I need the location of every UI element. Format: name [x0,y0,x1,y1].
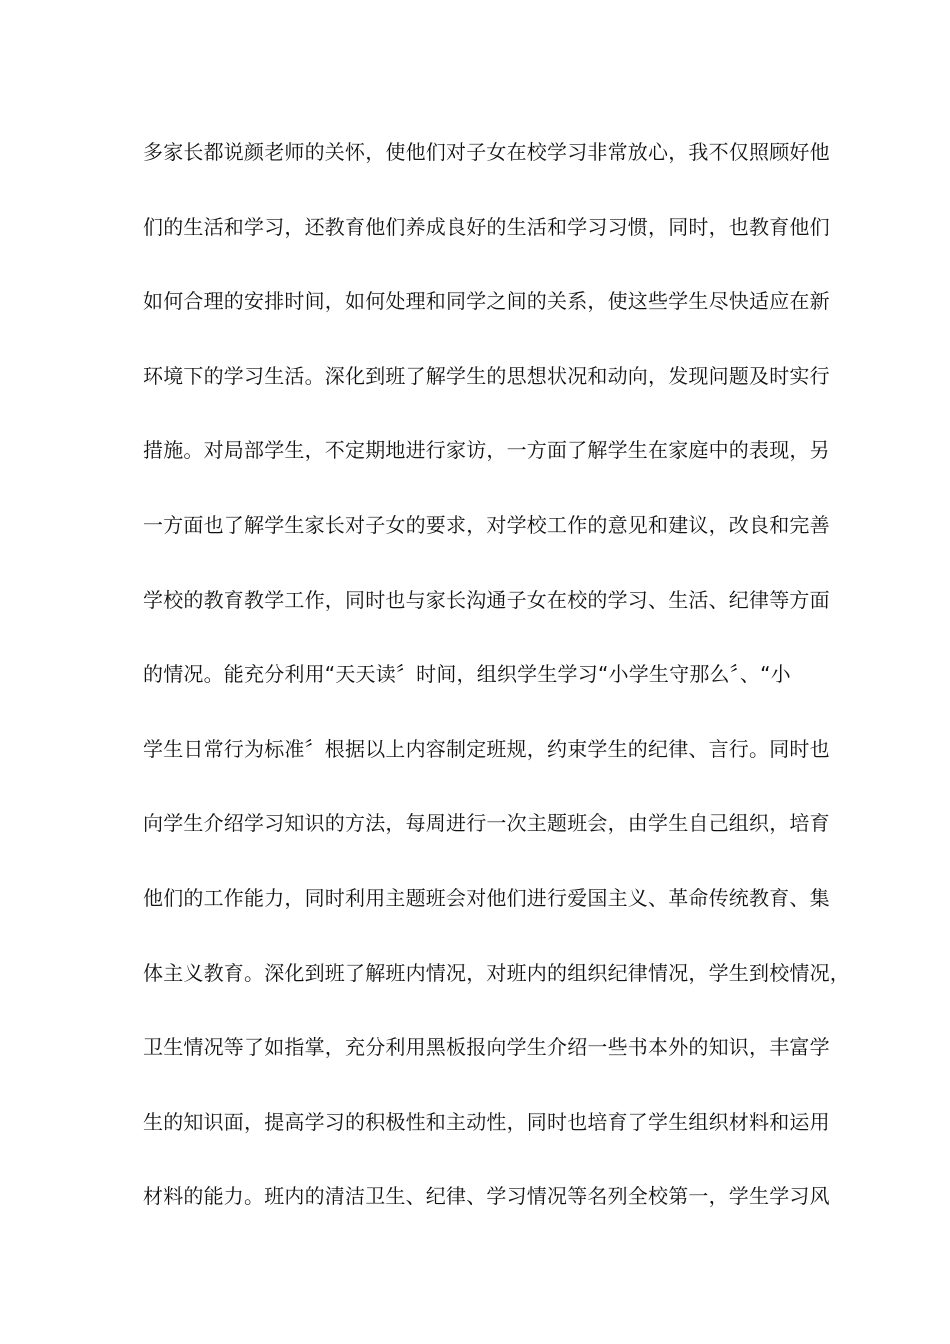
text-line: 学生日常行为标准〞根据以上内容制定班规，约束学生的纪律、言行。同时也 [143,736,830,761]
text-line: 材料的能力。班内的清洁卫生、纪律、学习情况等名列全校第一，学生学习风 [143,1184,830,1209]
text-line: 一方面也了解学生家长对子女的要求，对学校工作的意见和建议，改良和完善 [143,512,830,537]
text-line: 生的知识面，提高学习的积极性和主动性，同时也培育了学生组织材料和运用 [143,1109,830,1134]
text-line: 体主义教育。深化到班了解班内情况，对班内的组织纪律情况，学生到校情况， [143,960,850,985]
text-line: 他们的工作能力，同时利用主题班会对他们进行爱国主义、革命传统教育、集 [143,885,830,910]
text-line: 措施。对局部学生，不定期地进行家访，一方面了解学生在家庭中的表现，另 [143,438,830,463]
text-line: 如何合理的安排时间，如何处理和同学之间的关系，使这些学生尽快适应在新 [143,289,830,314]
text-line: 多家长都说颜老师的关怀，使他们对子女在校学习非常放心，我不仅照顾好他 [143,140,830,164]
text-line: 们的生活和学习，还教育他们养成良好的生活和学习习惯，同时，也教育他们 [143,214,830,239]
text-line: 环境下的学习生活。深化到班了解学生的思想状况和动向，发现问题及时实行 [143,363,830,388]
text-line: 向学生介绍学习知识的方法，每周进行一次主题班会，由学生自己组织，培育 [143,811,830,836]
text-line: 的情况。能充分利用“天天读〞时间，组织学生学习“小学生守那么〞、“小 [143,662,791,687]
text-line: 卫生情况等了如指掌，充分利用黑板报向学生介绍一些书本外的知识，丰富学 [143,1035,830,1060]
body-text [143,132,850,1251]
text-line: 学校的教育教学工作，同时也与家长沟通子女在校的学习、生活、纪律等方面 [143,587,830,612]
